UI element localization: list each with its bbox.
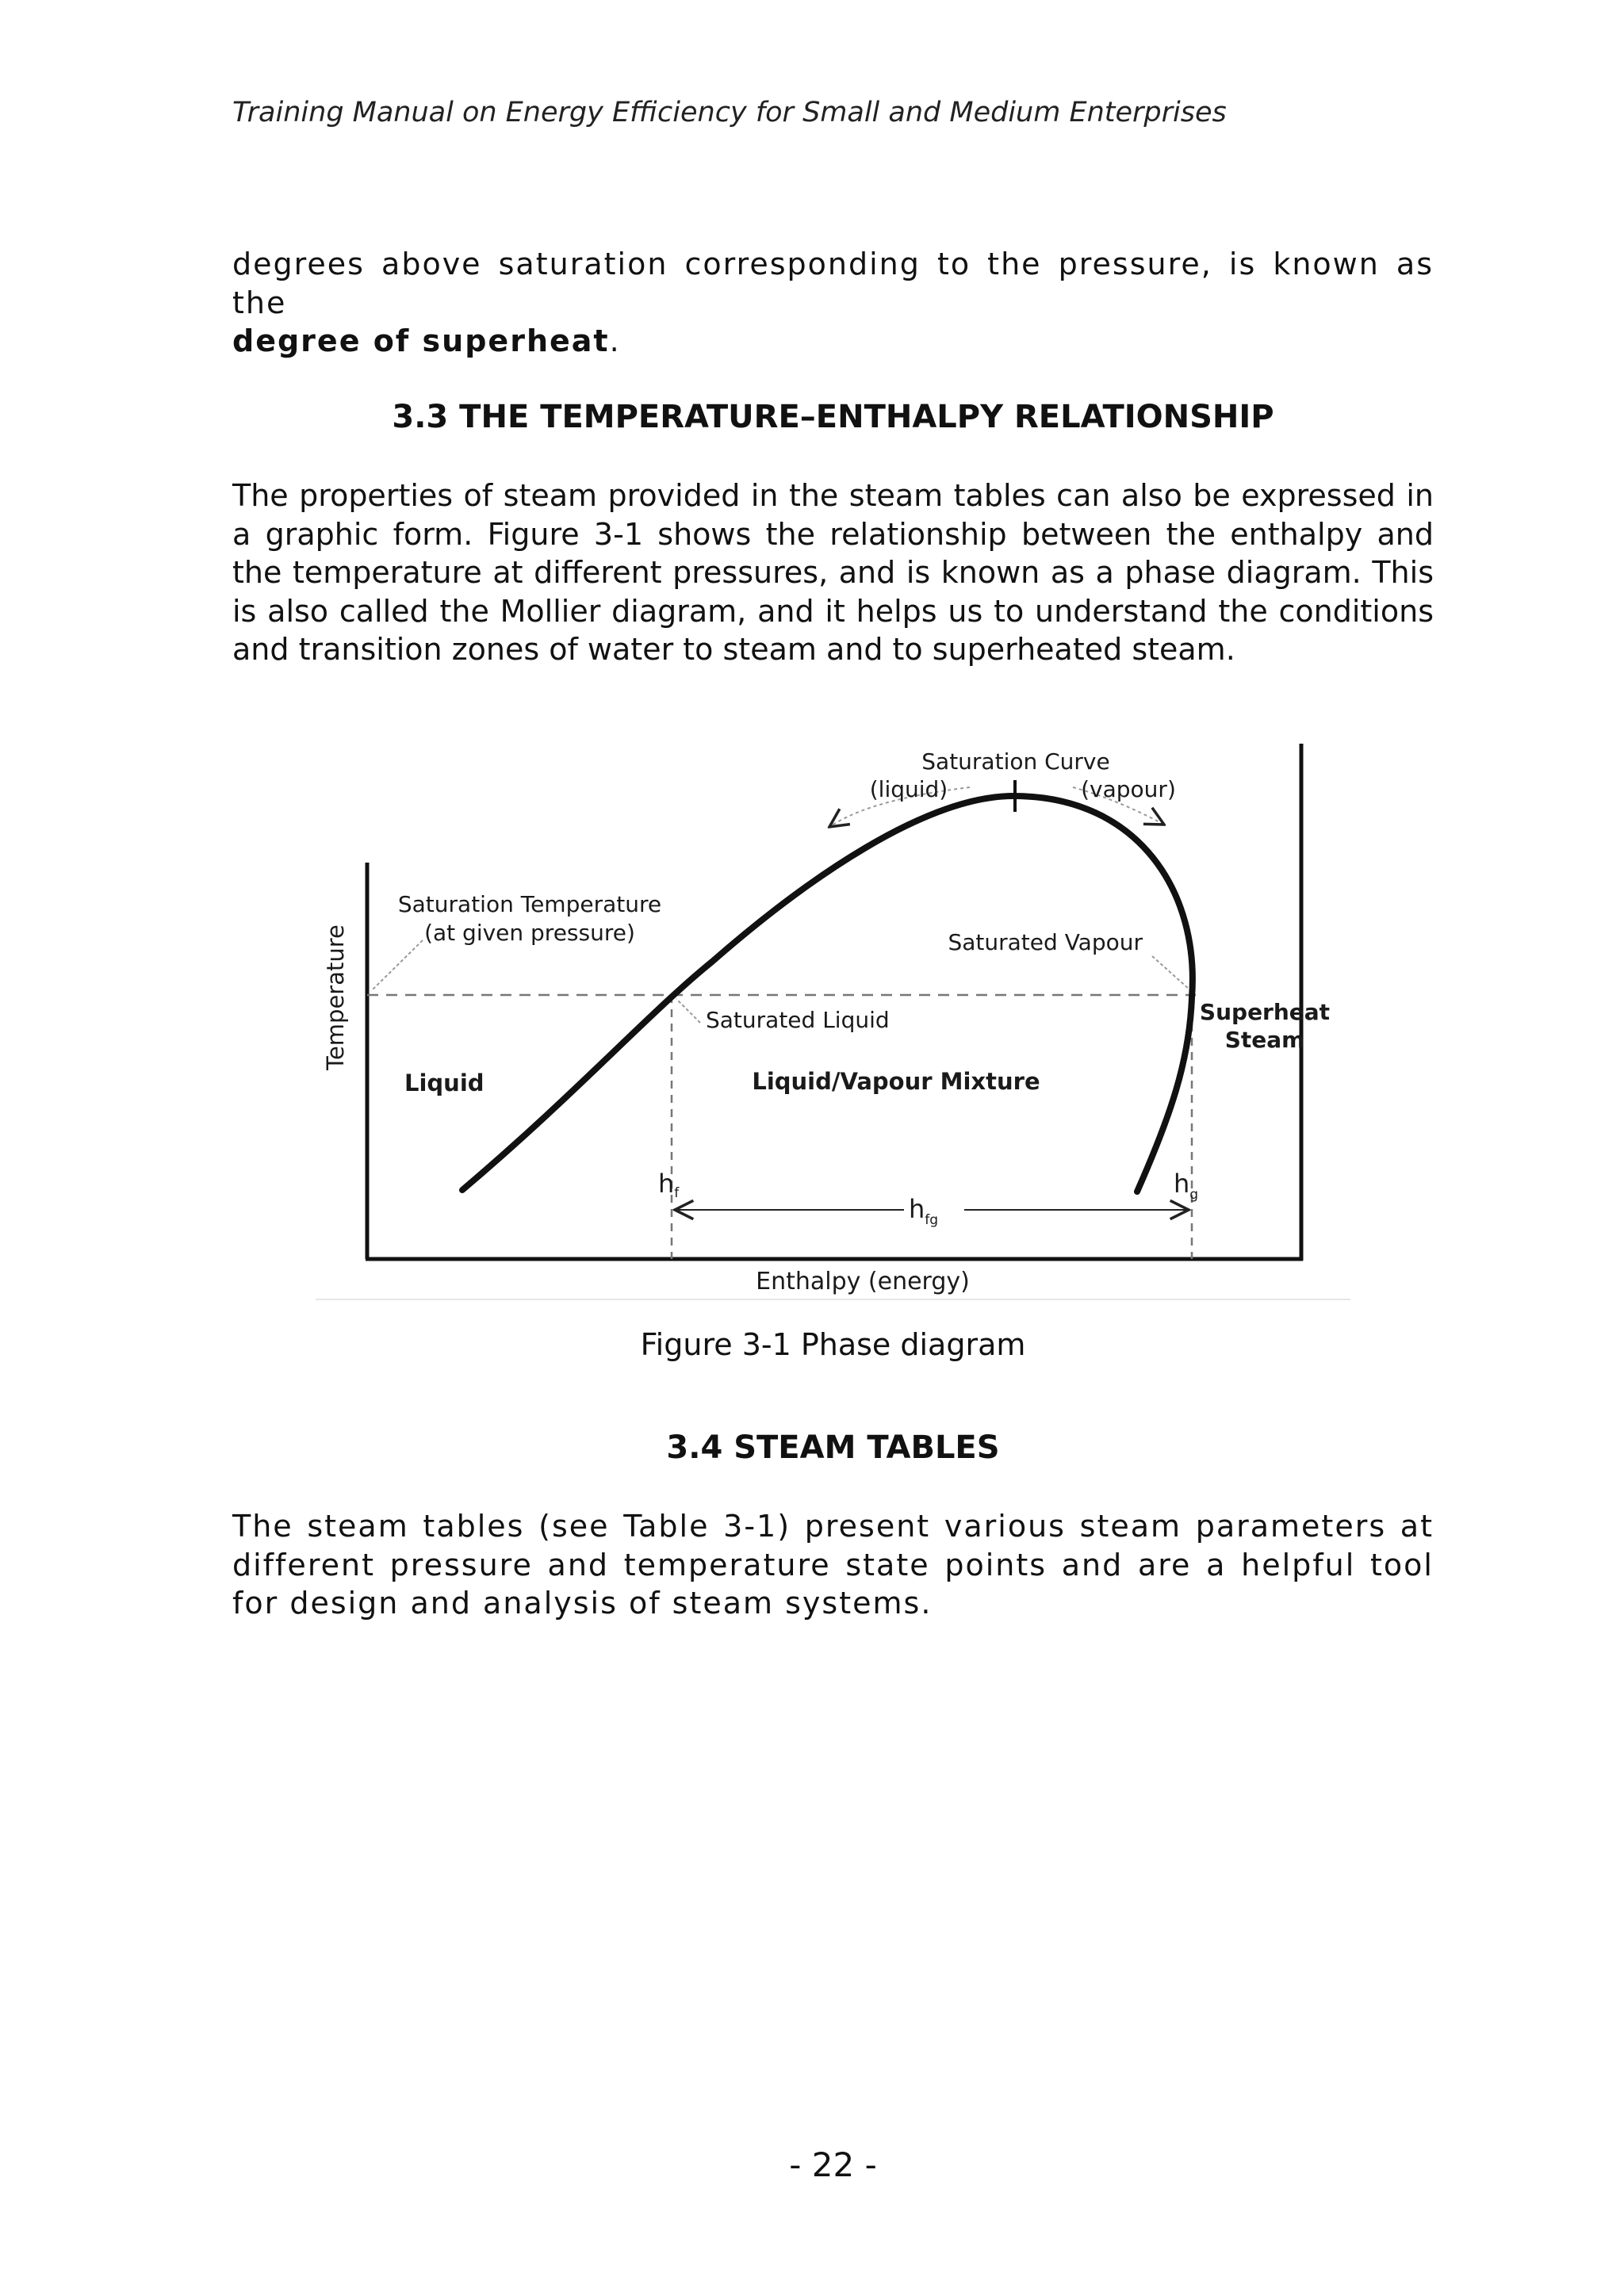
figure-caption: Figure 3-1 Phase diagram bbox=[640, 1327, 1026, 1362]
saturated-vapour-label: Saturated Vapour bbox=[948, 929, 1143, 955]
page-number: - 22 - bbox=[789, 2145, 877, 2184]
section-3-3-body: The properties of steam provided in the steam tables can also be expressed in a graphic form. Figure 3-1 shows the relationship between the enthalpy and the temperature at different pressures, and is known as a phase diagram. This is also called the Mollier diagram, and it helps us to understand the conditions and transition zones of water to steam and to superheated steam. bbox=[232, 478, 1434, 667]
degree-of-superheat-term: degree of superheat bbox=[232, 323, 610, 358]
saturated-liquid-label: Saturated Liquid bbox=[706, 1007, 890, 1033]
liquid-side-label: (liquid) bbox=[869, 776, 948, 802]
liquid-region-label: Liquid bbox=[404, 1070, 485, 1096]
superheat-label: Superheat bbox=[1199, 999, 1331, 1025]
at-given-pressure-label: (at given pressure) bbox=[424, 920, 635, 946]
section-3-4-heading: 3.4 STEAM TABLES bbox=[666, 1429, 1000, 1466]
steam-label: Steam bbox=[1224, 1027, 1305, 1053]
section-3-3-heading: 3.3 THE TEMPERATURE–ENTHALPY RELATIONSHIP bbox=[392, 399, 1274, 435]
phase-diagram-figure bbox=[316, 736, 1350, 1301]
intro-end: . bbox=[609, 323, 621, 358]
vapour-side-label: (vapour) bbox=[1081, 776, 1176, 802]
hfg-label: $h_{fg}$ bbox=[909, 1194, 939, 1228]
running-header: Training Manual on Energy Efficiency for Small and Medium Enterprises bbox=[232, 97, 1227, 128]
section-3-4-body: The steam tables (see Table 3-1) present various steam parameters at different pressure and temperature state points and are a helpful tool for design and analysis of steam systems. bbox=[232, 1509, 1434, 1621]
intro-paragraph bbox=[232, 245, 1434, 361]
x-axis-label: Enthalpy (energy) bbox=[756, 1268, 970, 1295]
y-axis-label: Temperature bbox=[322, 924, 349, 1070]
saturation-temperature-label: Saturation Temperature bbox=[397, 891, 662, 917]
hf-label: hf bbox=[658, 1169, 680, 1201]
hg-label: $h_g$ bbox=[1174, 1169, 1199, 1203]
intro-text: degrees above saturation corresponding to the pressure, is known as the bbox=[232, 247, 1434, 320]
saturation-curve-label: Saturation Curve bbox=[921, 748, 1110, 775]
mixture-region-label: Liquid/Vapour Mixture bbox=[752, 1068, 1040, 1095]
